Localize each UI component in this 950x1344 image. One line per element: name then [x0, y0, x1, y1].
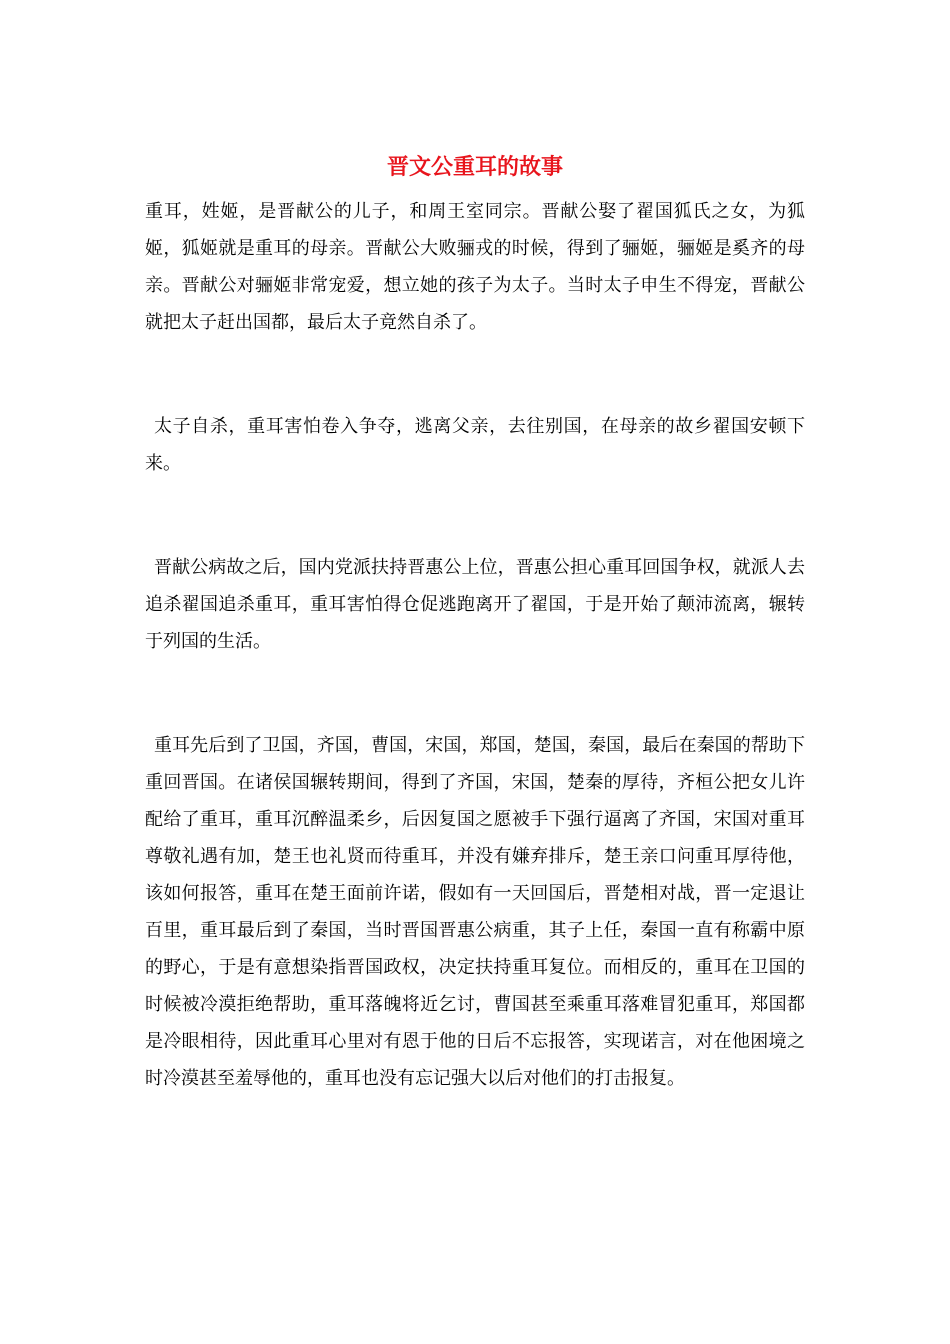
paragraph-4: 重耳先后到了卫国，齐国，曹国，宋国，郑国，楚国，秦国，最后在秦国的帮助下重回晋国。在诸侯国辗转期间，得到了齐国，宋国，楚秦的厚待，齐桓公把女儿许配给了重耳，重耳沉醉温柔乡，后因复国之愿被手下强行逼离了齐国，宋国对重耳尊敬礼遇有加，楚王也礼贤而待重耳，并没有嫌弃排斥，楚王亲口问重耳厚待他，该如何报答，重耳在楚王面前许诺，假如有一天回国后，晋楚相对战，晋一定退让百里，重耳最后到了秦国，当时晋国晋惠公病重，其子上任，秦国一直有称霸中原的野心，于是有意想染指晋国政权，决定扶持重耳复位。而相反的，重耳在卫国的时候被冷漠拒绝帮助，重耳落魄将近乞讨，曹国甚至乘重耳落难冒犯重耳，郑国都是冷眼相待，因此重耳心里对有恩于他的日后不忘报答，实现诺言，对在他困境之时冷漠甚至羞辱他的，重耳也没有忘记强大以后对他们的打击报复。 — [145, 735, 805, 1089]
paragraph-2: 太子自杀，重耳害怕卷入争夺，逃离父亲，去往别国，在母亲的故乡翟国安顿下来。 — [145, 416, 805, 474]
paragraph-3: 晋献公病故之后，国内党派扶持晋惠公上位，晋惠公担心重耳回国争权，就派人去追杀翟国追杀重耳，重耳害怕得仓促逃跑离开了翟国，于是开始了颠沛流离，辗转于列国的生活。 — [145, 557, 805, 652]
paragraph-1: 重耳，姓姬，是晋献公的儿子，和周王室同宗。晋献公娶了翟国狐氏之女，为狐姬，狐姬就是重耳的母亲。晋献公大败骊戎的时候，得到了骊姬，骊姬是奚齐的母亲。晋献公对骊姬非常宠爱，想立她的孩子为太子。当时太子申生不得宠，晋献公就把太子赶出国都，最后太子竟然自杀了。 — [145, 201, 805, 333]
document-title: 晋文公重耳的故事 — [386, 154, 563, 180]
